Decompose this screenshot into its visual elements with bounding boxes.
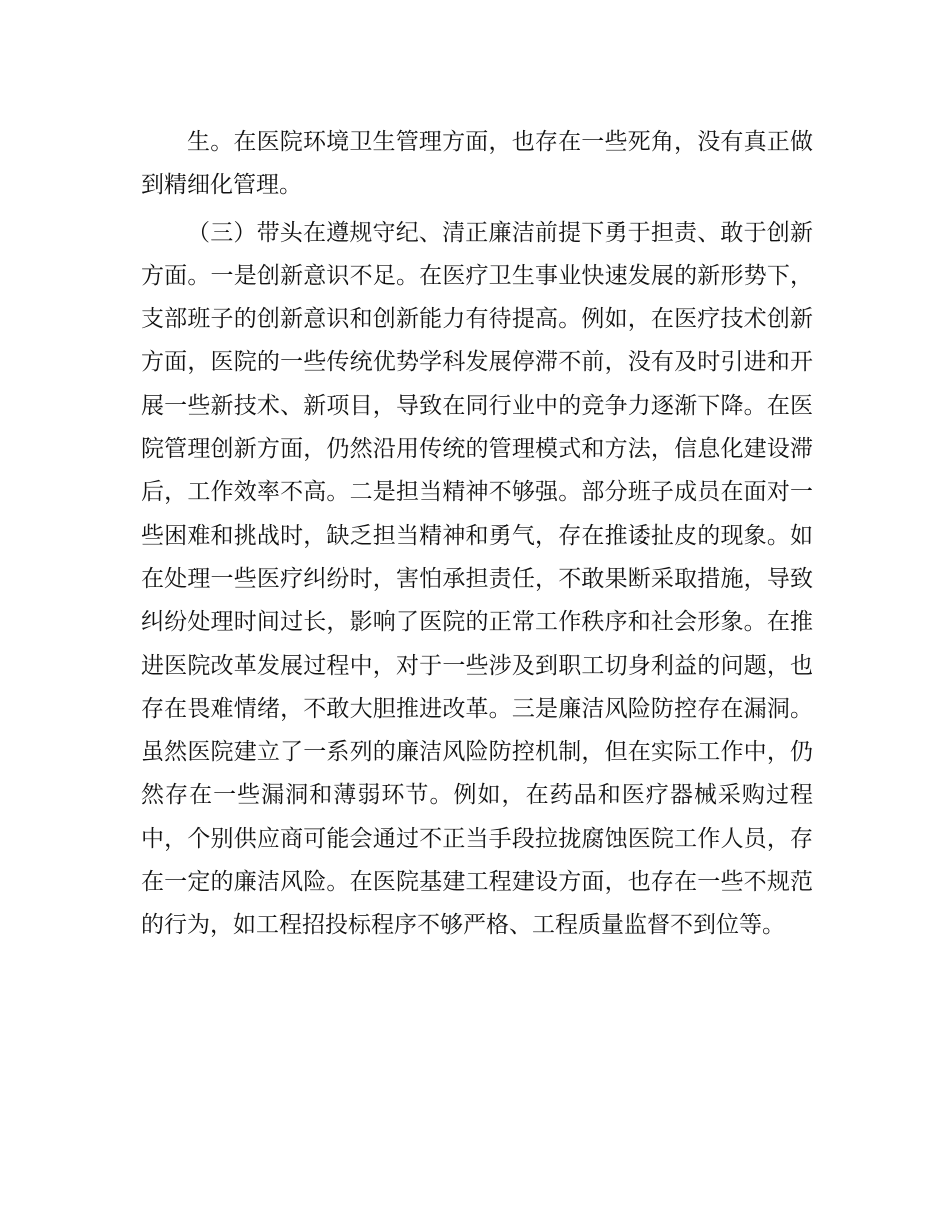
document-body: [141, 121, 813, 952]
paragraph-section-three: （三）带头在遵规守纪、清正廉洁前提下勇于担责、敢于创新方面。一是创新意识不足。在医疗卫生事业快速发展的新形势下，支部班子的创新意识和创新能力有待提高。例如，在医疗技术创新方面，医院的一些传统优势学科发展停滞不前，没有及时引进和开展一些新技术、新项目，导致在同行业中的竞争力逐渐下降。在医院管理创新方面，仍然沿用传统的管理模式和方法，信息化建设滞后，工作效率不高。二是担当精神不够强。部分班子成员在面对一些困难和挑战时，缺乏担当精神和勇气，存在推诿扯皮的现象。如在处理一些医疗纠纷时，害怕承担责任，不敢果断采取措施，导致纠纷处理时间过长，影响了医院的正常工作秩序和社会形象。在推进医院改革发展过程中，对于一些涉及到职工切身利益的问题，也存在畏难情绪，不敢大胆推进改革。三是廉洁风险防控存在漏洞。虽然医院建立了一系列的廉洁风险防控机制，但在实际工作中，仍然存在一些漏洞和薄弱环节。例如，在药品和医疗器械采购过程中，个别供应商可能会通过不正当手段拉拢腐蚀医院工作人员，存在一定的廉洁风险。在医院基建工程建设方面，也存在一些不规范的行为，如工程招投标程序不够严格、工程质量监督不到位等。: [141, 219, 813, 939]
paragraph-continuation: 生。在医院环境卫生管理方面，也存在一些死角，没有真正做到精细化管理。: [141, 129, 813, 199]
